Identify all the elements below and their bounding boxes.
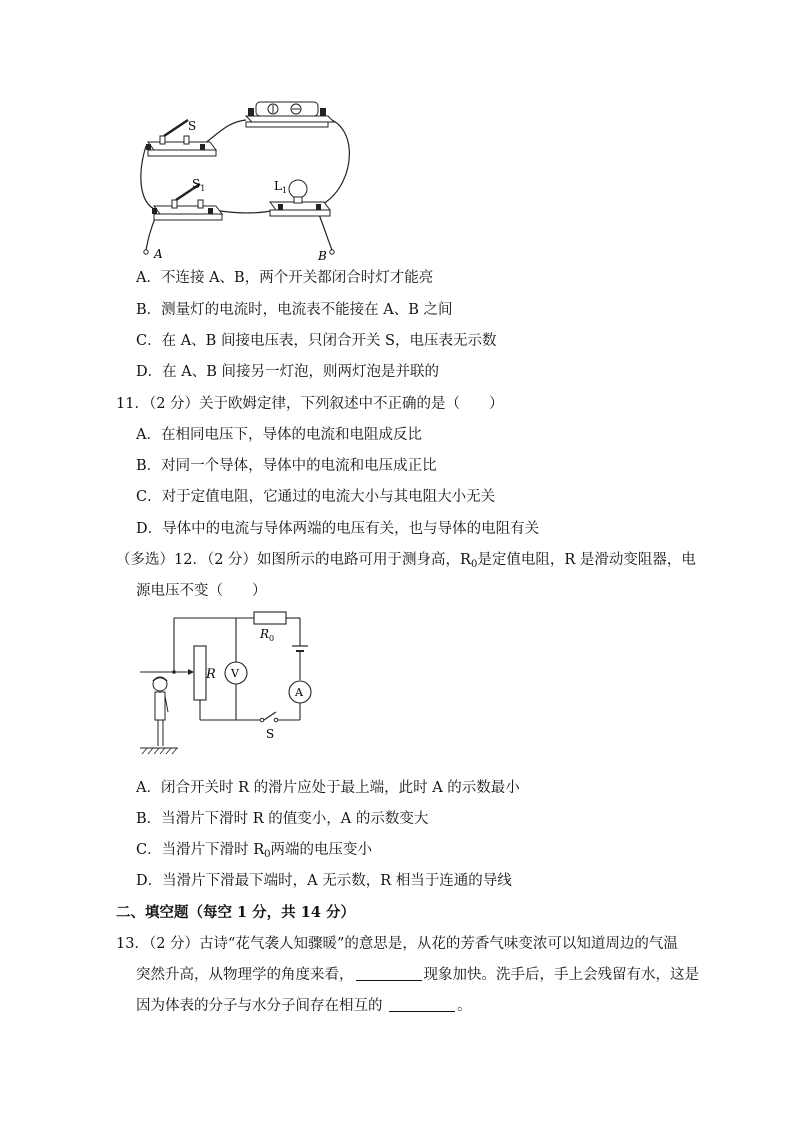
terminal-a-label: A	[154, 247, 163, 261]
q13-line1: 13．（2 分）古诗“花气袭人知骤暖”的意思是，从花的芳香气味变浓可以知道周边的气温	[116, 936, 678, 952]
q13-line3: 因为体表的分子与水分子间存在相互的 。	[136, 998, 472, 1014]
q11-option-c: C．对于定值电阻，它通过的电流大小与其电阻大小无关	[136, 489, 496, 505]
voltmeter-label: V	[231, 667, 239, 680]
q11-option-b: B．对同一个导体，导体中的电流和电压成正比	[136, 458, 437, 474]
switch-s1-label: $S_1$	[192, 177, 206, 193]
q12-stem: （多选）12．（2 分）如图所示的电路可用于测身高，$R_0$是定值电阻，R 是滑动变阻器，电	[116, 552, 696, 570]
q10-option-a: A．不连接 A、B，两个开关都闭合时灯才能亮	[136, 270, 434, 286]
terminal-b-label: B	[318, 249, 327, 263]
q13-blank-1[interactable]	[356, 966, 422, 981]
height-circuit-figure	[138, 606, 318, 756]
q11-option-d: D．导体中的电流与导体两端的电压有关，也与导体的电阻有关	[136, 521, 540, 537]
q10-option-c: C．在 A、B 间接电压表，只闭合开关 S，电压表无示数	[136, 333, 497, 349]
q12-option-b: B．当滑片下滑时 R 的值变小，A 的示数变大	[136, 811, 429, 827]
q11-stem: 11．（2 分）关于欧姆定律，下列叙述中不正确的是（ ）	[116, 396, 504, 412]
q12-stem-line2: 源电压不变（ ）	[136, 583, 267, 599]
q10-option-b: B．测量灯的电流时，电流表不能接在 A、B 之间	[136, 302, 453, 318]
circuit-photo-figure	[128, 92, 358, 264]
q13-blank-2[interactable]	[389, 997, 455, 1012]
q12-option-a: A．闭合开关时 R 的滑片应处于最上端，此时 A 的示数最小	[136, 780, 520, 796]
ammeter-label: A	[295, 686, 303, 699]
rheostat-label: R	[206, 667, 216, 682]
q13-line2: 突然升高，从物理学的角度来看， 现象加快。洗手后，手上会残留有水，这是	[136, 967, 699, 983]
bulb-l1-label: $L_1$	[274, 179, 288, 195]
q12-option-d: D．当滑片下滑最下端时，A 无示数，R 相当于连通的导线	[136, 873, 512, 889]
switch-label: S	[266, 727, 275, 741]
switch-s-label: S	[188, 119, 197, 133]
q10-option-d: D．在 A、B 间接另一灯泡，则两灯泡是并联的	[136, 364, 439, 380]
section-title: 二、填空题（每空 1 分，共 14 分）	[116, 904, 355, 921]
r0-label: $R_0$	[260, 627, 275, 643]
q11-option-a: A．在相同电压下，导体的电流和电阻成反比	[136, 427, 422, 443]
q12-option-c: C．当滑片下滑时 $R_0$两端的电压变小	[136, 842, 372, 860]
